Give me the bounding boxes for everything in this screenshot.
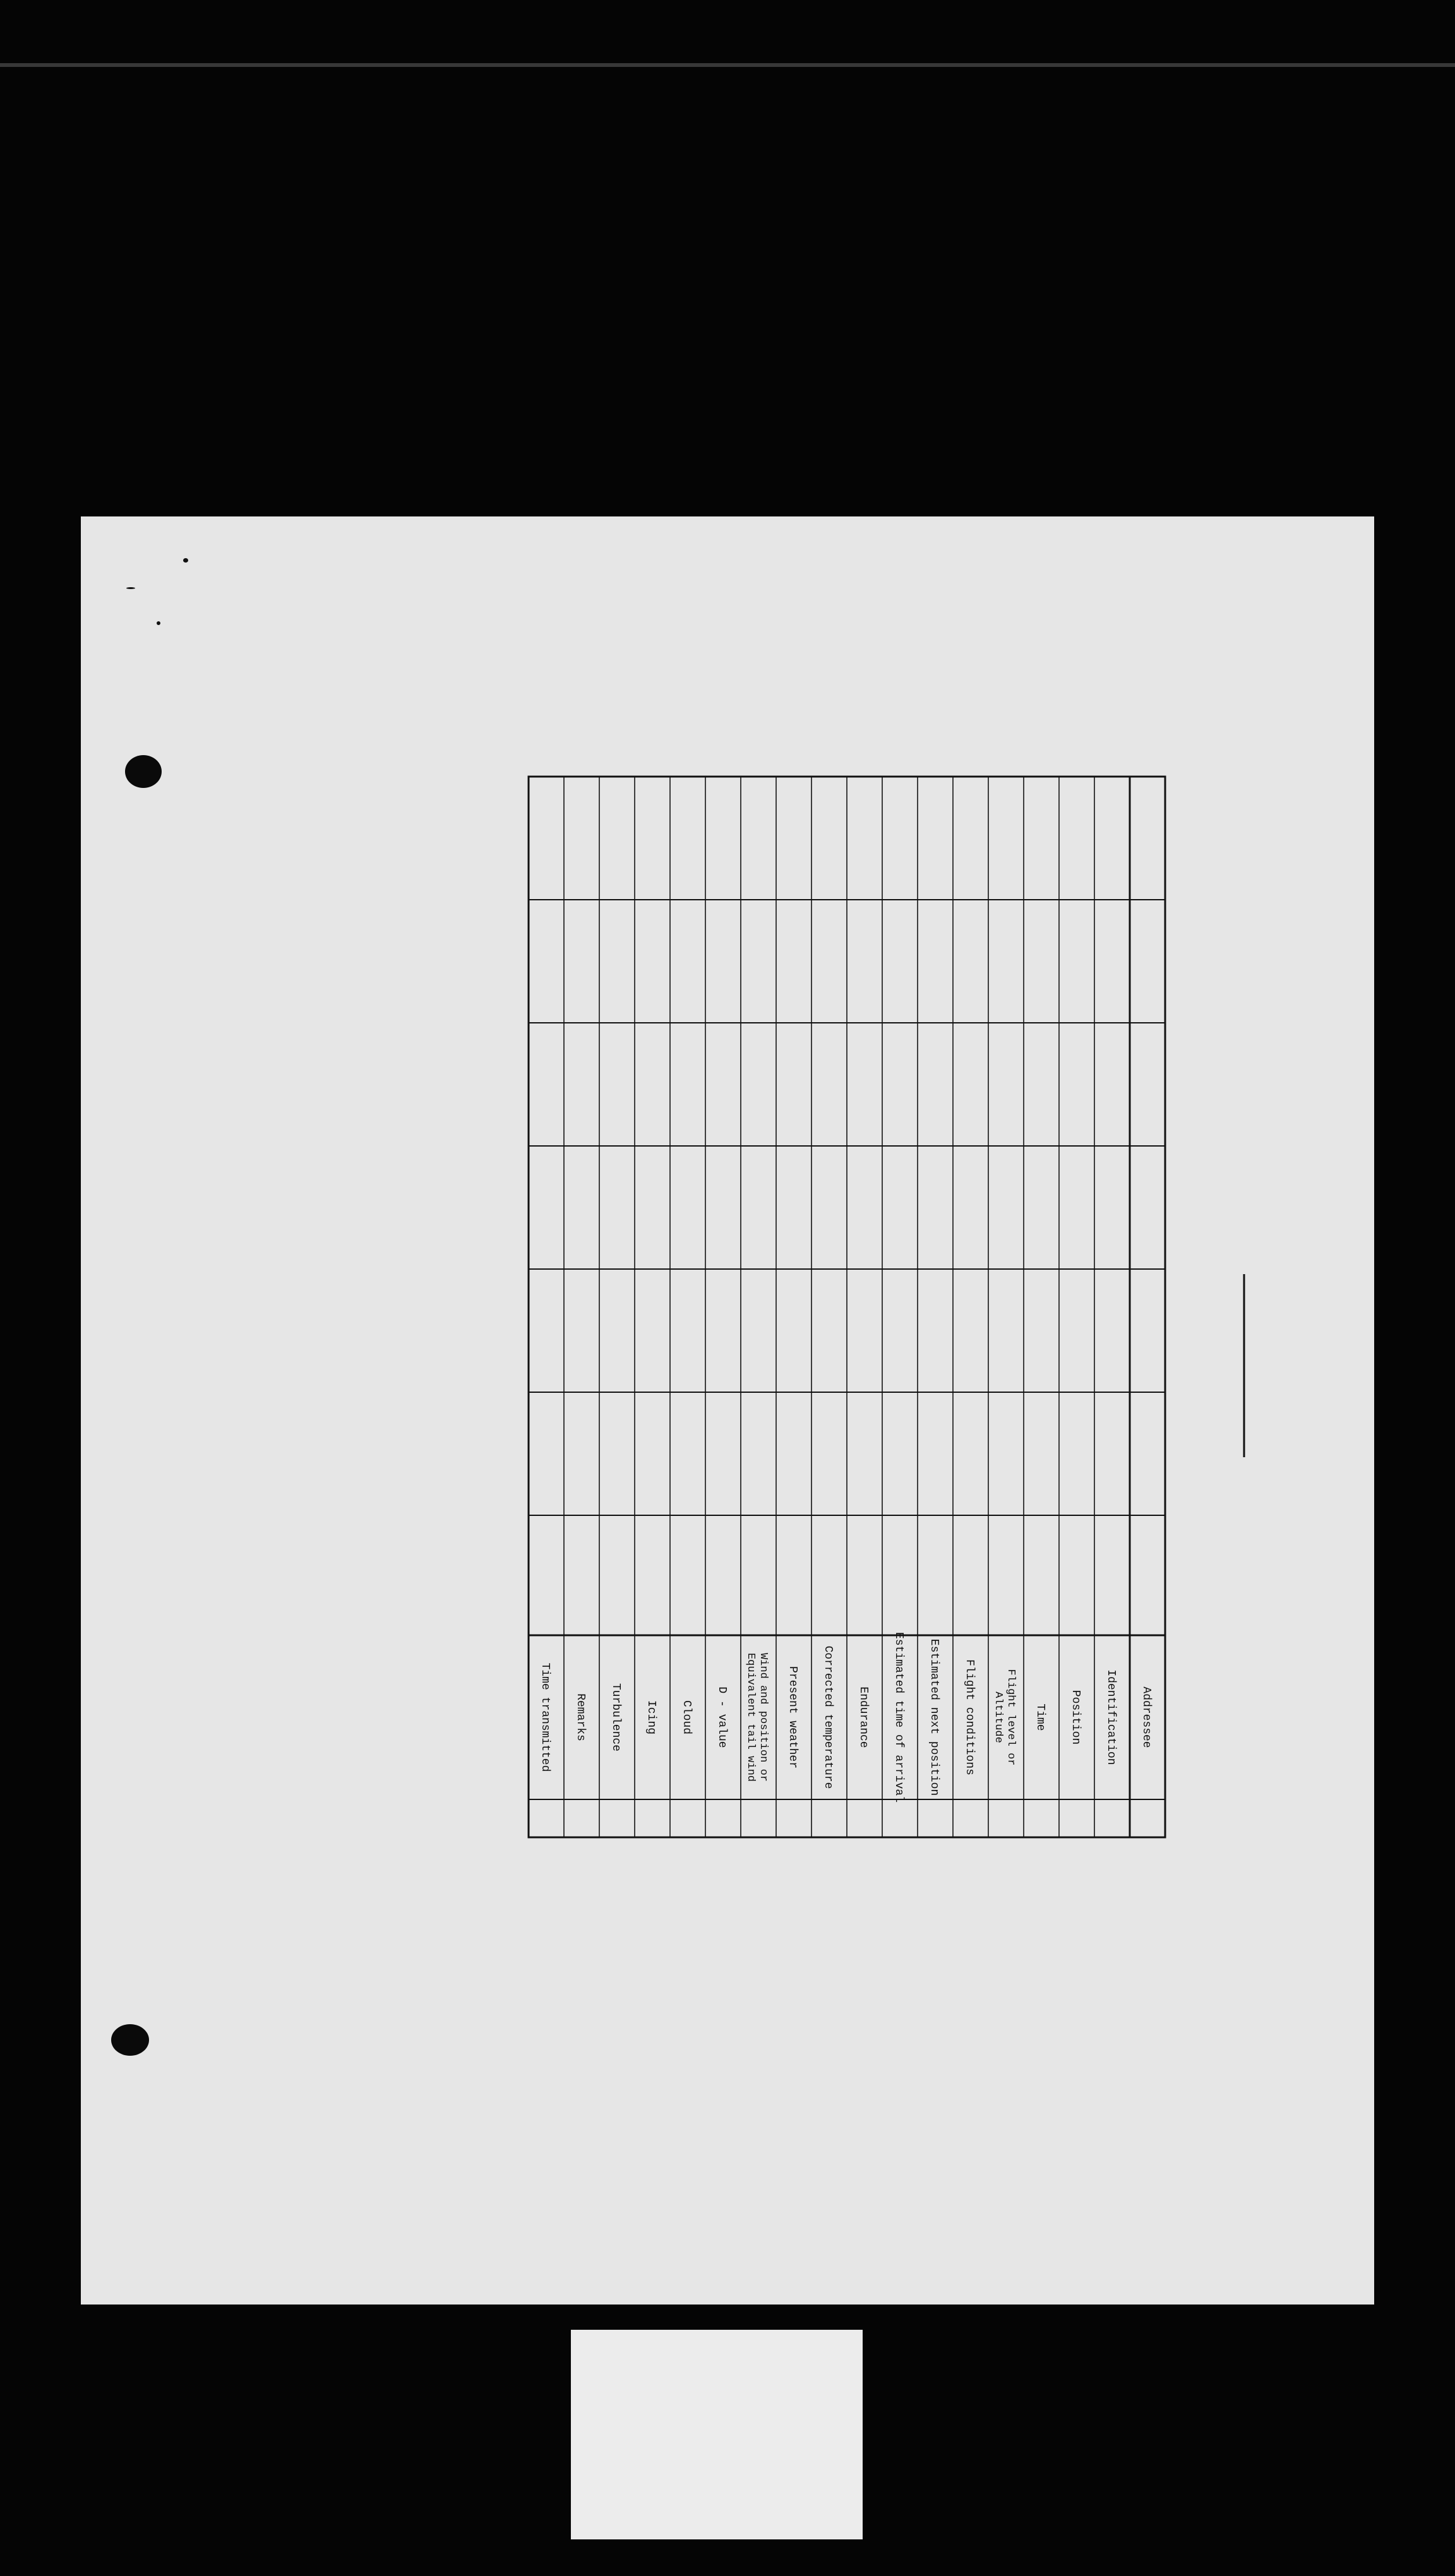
item-label: Estimated time of arrival xyxy=(892,1631,905,1803)
item-label: Turbulence xyxy=(609,1683,622,1752)
paper-slip xyxy=(571,2330,863,2539)
item-row xyxy=(1140,1686,1153,1748)
airep-table xyxy=(529,777,1165,1837)
item-row xyxy=(928,1639,940,1796)
item-row xyxy=(963,1659,976,1775)
item-label: Corrected temperature xyxy=(822,1645,834,1789)
item-label: Cloud xyxy=(680,1700,693,1735)
item-label: Estimated next position xyxy=(928,1638,940,1796)
item-row xyxy=(992,1669,1017,1765)
dust-speck xyxy=(183,558,188,563)
item-label: Remarks xyxy=(574,1693,587,1741)
item-label: Present weather xyxy=(786,1666,799,1769)
item-row xyxy=(645,1700,657,1734)
item-label: Wind and position or xyxy=(757,1652,769,1782)
item-label: Position xyxy=(1069,1690,1082,1745)
item-label: Endurance xyxy=(857,1686,870,1748)
item-row xyxy=(745,1653,769,1782)
item-row xyxy=(892,1632,905,1803)
item-row xyxy=(680,1700,693,1734)
item-row xyxy=(822,1646,834,1789)
item-label: Altitude xyxy=(992,1691,1004,1743)
item-label: Addressee xyxy=(1140,1686,1153,1748)
item-row xyxy=(574,1693,587,1741)
item-row xyxy=(609,1683,622,1751)
item-row xyxy=(1105,1669,1117,1765)
item-row xyxy=(786,1666,799,1768)
item-label: Icing xyxy=(645,1700,657,1735)
item-label: Time xyxy=(1034,1703,1046,1731)
item-label: Time transmitted xyxy=(539,1662,551,1772)
item-label: Flight level or xyxy=(1005,1669,1017,1766)
punch-hole-top xyxy=(125,755,162,788)
scanner-edge-line xyxy=(0,63,1455,67)
airep-form xyxy=(309,524,1383,2039)
item-label: D - value xyxy=(716,1686,728,1748)
dust-speck xyxy=(157,621,160,625)
dust-speck xyxy=(126,587,135,589)
item-row xyxy=(716,1686,728,1748)
item-row xyxy=(1034,1703,1046,1731)
punch-hole-bottom xyxy=(111,2024,149,2056)
item-label: Flight conditions xyxy=(963,1659,976,1775)
item-row xyxy=(857,1686,870,1748)
item-row xyxy=(1069,1690,1082,1744)
item-row xyxy=(539,1663,551,1772)
item-label: Identification xyxy=(1105,1669,1117,1765)
item-label: Equivalent tail wind xyxy=(745,1652,757,1782)
